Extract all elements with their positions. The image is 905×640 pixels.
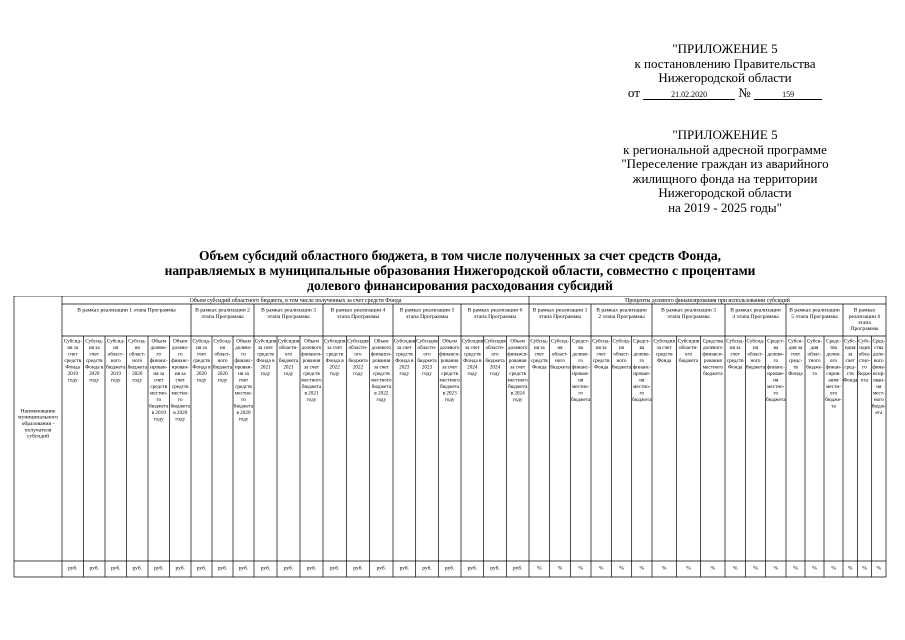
unit-cell: руб. xyxy=(376,565,387,572)
unit-cell: % xyxy=(862,565,867,572)
column-header: Средст-ва долево-го финанс-ирован-ия местно-го бюджета xyxy=(570,338,591,404)
header-line: Нижегородской области xyxy=(658,185,792,200)
column-header: Субсидия за счет средств Фонда в 2024 году xyxy=(461,338,484,378)
decree-date: 21.02.2020 xyxy=(643,90,735,100)
stage-header: В рамках реализации 2 этапа Программы xyxy=(195,307,250,320)
unit-cell: руб. xyxy=(353,565,363,572)
first-column-header: Наименование муниципального образования -получателя субсидий xyxy=(18,408,58,440)
subsidy-table xyxy=(0,296,888,578)
header-line: к региональной адресной программе xyxy=(623,141,827,157)
column-header: Объем долевого финанси-рования за счет средств местного бюджета в 2021 году xyxy=(301,338,322,404)
title-line: направляемых в муниципальные образования Нижегородской области, совместно с процентами xyxy=(164,263,756,278)
column-header: Субсид-ия за счет средств Фонда xyxy=(726,338,745,371)
unit-cell: % xyxy=(793,565,798,572)
column-header: Субсид-ия област-ного бюджета 2020 году xyxy=(212,338,233,384)
header-line: "Переселение граждан из аварийного xyxy=(621,156,829,171)
stage-header: В рамках реализации 1 этапа Программы xyxy=(532,307,588,320)
header-line: "ПРИЛОЖЕНИЕ 5 xyxy=(672,127,778,142)
unit-cell: руб. xyxy=(260,565,271,572)
column-header: Субси-дия за счет средс-тв Фонда xyxy=(787,338,804,378)
unit-cell: руб. xyxy=(217,565,228,572)
column-header: Субсид-ия за счет средств Фонда в 2020 году xyxy=(85,338,104,384)
program-header xyxy=(560,128,890,215)
unit-cell: руб. xyxy=(67,565,78,572)
column-header: Объем долево-го финанс-ирован-ия за счет средств местно-го бюджета в 2019 году xyxy=(149,338,169,423)
from-label: от xyxy=(627,84,640,100)
column-header: Объем долево-го финанс-ирован-ия за счет средств местно-го бюджета в 2020 году xyxy=(170,338,190,423)
column-header: Субсид-ия област-ного бюджета 2020 году xyxy=(127,338,147,384)
header-line: "ПРИЛОЖЕНИЕ 5 xyxy=(672,41,778,56)
column-header: Субсид-ия за счет средств Фонда в 2020 году xyxy=(192,338,211,384)
unit-cell: % xyxy=(847,565,853,572)
column-header: Субсидия областн-ого бюджета 2023 году xyxy=(416,338,438,378)
unit-cell: руб. xyxy=(329,565,340,572)
column-header: Объем долевого финанси-рования за счет средств местного бюджета в 2023 году xyxy=(439,338,461,404)
unit-cell: % xyxy=(639,565,645,572)
stage-header: В рамках реализации 5 этапа Программы xyxy=(789,307,840,320)
column-header: Субсидия областн-ого бюджета xyxy=(677,338,700,365)
header-line: жилищного фонда на территории xyxy=(632,170,818,186)
unit-cell: % xyxy=(732,565,738,572)
unit-cell: руб. xyxy=(110,565,121,572)
unit-cell: % xyxy=(831,565,836,572)
unit-cell: руб. xyxy=(89,565,100,572)
unit-cell: руб. xyxy=(196,565,207,572)
document-title xyxy=(60,248,860,293)
stage-header: В рамках реализации 4 этапа Программы xyxy=(730,307,781,320)
unit-cell: руб. xyxy=(175,565,186,572)
group-header-share-percent: Проценты долевого финансирования при использовании субсидий xyxy=(625,298,790,305)
stage-header: В рамках реализации 3 этапа Программы xyxy=(661,307,716,320)
column-header: Субсид-ия за счет средств Фонда xyxy=(530,338,549,371)
group-header-subsidy-volume: Объем субсидий областного бюджета, в том числе полученных за счет средств Фонда xyxy=(189,298,402,305)
unit-cell: руб. xyxy=(153,565,164,572)
decree-number: 159 xyxy=(754,90,822,100)
unit-cell: % xyxy=(537,565,542,572)
stage-header: В рамках реализации 2 этапа Программы xyxy=(596,307,647,320)
column-header: Средст-ва долево-го финанс-ирован-ия местно-го бюджета xyxy=(632,338,652,404)
unit-cell: % xyxy=(876,565,882,572)
unit-cell: руб. xyxy=(512,565,523,572)
column-header: Средства долевого финанси-рования местного бюджета xyxy=(702,338,724,378)
unit-cell: % xyxy=(598,565,604,572)
column-header: Субсидия за счет средств Фонда в 2023 году xyxy=(393,338,416,378)
unit-cell: % xyxy=(710,565,716,572)
unit-cell: % xyxy=(557,565,563,572)
column-header: Субси-дия облас-тного бюдже-та xyxy=(806,338,823,378)
header-line: на 2019 - 2025 годы" xyxy=(668,199,782,215)
unit-cell: руб. xyxy=(306,565,317,572)
stage-header: В рамках реализации 6 этапа Программы xyxy=(848,307,881,333)
stage-header: В рамках реализации 3 этапа Программы xyxy=(261,307,316,320)
unit-cell: % xyxy=(753,565,758,572)
unit-cell: руб. xyxy=(490,565,500,572)
column-header: Объем долевого финанси-рования за счет средств местного бюджета в 2022 году xyxy=(370,338,392,404)
column-header: Субсид-ия област-ного бюджета xyxy=(745,338,766,371)
column-header: Субс-идия обла-стно-го бюдж-ета xyxy=(857,338,872,384)
column-header: Субсид-ия за счет средств Фонда 2019 году xyxy=(63,338,82,384)
date-number-line xyxy=(560,86,890,101)
header-line: Нижегородской области xyxy=(658,70,792,85)
unit-cell: % xyxy=(812,565,817,572)
column-header: Субсидия за счет средств Фонда в 2022 году xyxy=(323,338,346,378)
title-line: Объем субсидий областного бюджета, в том числе полученных за счет средств Фонда, xyxy=(199,248,721,263)
unit-cell: руб. xyxy=(467,565,478,572)
column-header: Субсидия областн-ого бюджета 2022 году xyxy=(347,338,369,378)
unit-cell: % xyxy=(578,565,583,572)
unit-cell: руб. xyxy=(399,565,410,572)
column-header: Субсидия за счет средств Фонда в 2021 году xyxy=(254,338,277,378)
unit-cell: % xyxy=(619,565,624,572)
column-header: Средст-ва долево-го финанс-ирован-ия местно-го бюджета xyxy=(766,338,786,404)
number-label: № xyxy=(738,84,751,100)
column-header: Субс-идия за счет сред-ств Фонда xyxy=(842,338,858,384)
decree-header xyxy=(560,42,890,100)
stage-header: В рамках реализации 5 этапа Программы xyxy=(399,307,455,320)
column-header: Субсидия за счет средств Фонда xyxy=(653,338,675,365)
unit-cell: руб. xyxy=(132,565,143,572)
header-line: к постановлению Правительства xyxy=(634,55,816,71)
column-header: Субсид-ия област-ного бюджета xyxy=(550,338,570,371)
column-header: Сред-ства доле-вого фина-нсир-ован-ия мест-ного бюдж-ета xyxy=(871,338,886,417)
subsidy-table-grid xyxy=(0,296,888,578)
unit-cell: руб. xyxy=(283,565,294,572)
column-header: Субсидия областн-ого бюджета 2021 году xyxy=(277,338,300,378)
unit-cell: % xyxy=(686,565,691,572)
column-header: Объем долевого финанси-рования за счет средств местного бюджета в 2024 году xyxy=(507,338,529,404)
unit-cell: руб. xyxy=(444,565,455,572)
stage-header: В рамках реализации 6 этапа Программы xyxy=(467,307,523,320)
stage-header: В рамках реализации 4 этапа Программы xyxy=(330,307,386,320)
column-header: Средс-тва долев-ого финан-сиров-ания местн-ого бюдже-та xyxy=(825,338,842,410)
column-header: Объем долево-го финанс-ирован-ия за счет средств местно-го бюджета в 2020 году xyxy=(233,338,254,423)
unit-cell: руб. xyxy=(238,565,249,572)
title-line: долевого финансирования расходования субсидий xyxy=(307,278,613,293)
unit-cell: % xyxy=(773,565,779,572)
column-header: Субсид-ия област-ного бюджета 2019 году xyxy=(106,338,126,384)
unit-cell: руб. xyxy=(422,565,432,572)
column-header: Субсид-ия област-ного бюджета xyxy=(611,338,632,371)
column-header: Субсид-ия за счет средств Фонда xyxy=(592,338,611,371)
column-header: Субсидия областн-ого бюджета 2024 году xyxy=(484,338,506,378)
unit-cell: % xyxy=(661,565,667,572)
stage-header: В рамках реализации 1 этапа Программы xyxy=(77,307,176,314)
